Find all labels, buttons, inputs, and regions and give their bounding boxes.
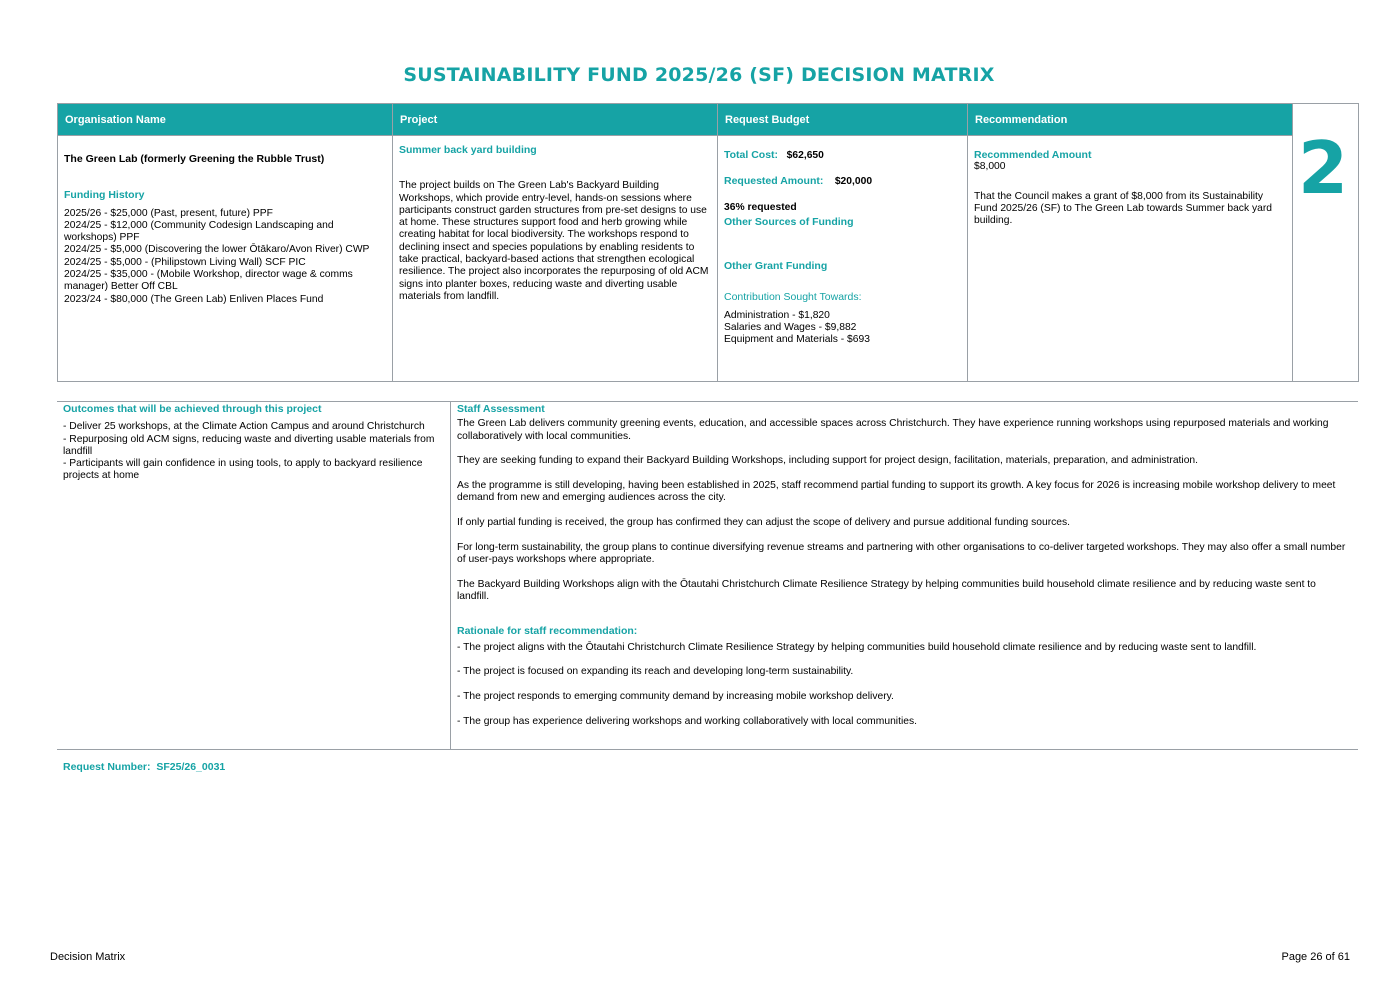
recommendation-text: That the Council makes a grant of $8,000 from its Sustainability Fund 2025/26 (SF) to The Green Lab towards Summer back yard building. (974, 190, 1272, 227)
table-header-row (58, 104, 1359, 136)
assessment-paragraph: If only partial funding is received, the group has confirmed they can adjust the scope of delivery and pursue additional funding sources. (457, 517, 1071, 529)
recommended-amount-label: Recommended Amount (974, 149, 1092, 161)
outcomes-item: - Deliver 25 workshops, at the Climate Action Campus and around Christchurch (63, 421, 425, 433)
other-sources-label: Other Sources of Funding (724, 215, 854, 228)
contribution-label: Contribution Sought Towards: (724, 291, 862, 304)
assessment-paragraph: As the programme is still developing, having been established in 2025, staff recommend partial funding to support its growth. A key focus for 2026 is increasing mobile workshop delivery to meet demand from new and emerging audiences across the city. (457, 480, 1336, 504)
list-item: 2024/25 - $35,000 - (Mobile Workshop, director wage & comms manager) Better Off CBL (64, 269, 353, 293)
assessment-paragraph: The Green Lab delivers community greening events, education, and accessible spaces across Christchurch. They have experience running workshops using repurposed materials and working collaboratively with local communities. (457, 418, 1329, 442)
rationale-item: - The project aligns with the Ōtautahi Christchurch Climate Resilience Strategy by helping communities build household climate resilience and by reducing waste sent to landfill. (457, 641, 1257, 653)
outcomes-item: - Repurposing old ACM signs, reducing waste and diverting usable materials from landfill (63, 433, 435, 457)
list-item: 2023/24 - $80,000 (The Green Lab) Enliven Places Fund (64, 293, 324, 305)
other-grant-label: Other Grant Funding (724, 260, 828, 273)
project-name: Summer back yard building (399, 144, 537, 156)
item-number: 2 (1298, 126, 1349, 210)
staff-assessment-label: Staff Assessment (457, 403, 545, 415)
list-item: 2025/26 - $25,000 (Past, present, future) PPF (64, 207, 273, 219)
recommendation-cell (968, 136, 1293, 382)
funding-history-list (64, 208, 386, 306)
outcomes-panel (57, 402, 451, 749)
assessment-section (57, 401, 1358, 750)
assessment-paragraph: They are seeking funding to expand their Backyard Building Workshops, including support for project design, facilitation, materials, preparation, and administration. (457, 455, 1199, 467)
header-project: Project (393, 104, 718, 136)
header-budget: Request Budget (718, 104, 968, 136)
decision-matrix-table (57, 103, 1359, 382)
header-organisation: Organisation Name (58, 104, 393, 136)
funding-history-label: Funding History (64, 189, 145, 202)
project-cell (393, 136, 718, 382)
header-recommendation: Recommendation (968, 104, 1293, 136)
outcomes-item: - Participants will gain confidence in using tools, to apply to backyard resilience projects at home (63, 458, 423, 482)
request-number-value: SF25/26_0031 (156, 761, 226, 773)
staff-assessment-panel (451, 402, 1356, 749)
request-number (63, 761, 225, 773)
footer-document-title: Decision Matrix (50, 951, 126, 963)
percent-requested: 36% requested (724, 201, 797, 213)
assessment-paragraph: The Backyard Building Workshops align with the Ōtautahi Christchurch Climate Resilience Strategy by helping communities build household climate resilience and by reducing waste sent to landfill. (457, 579, 1316, 603)
requested-amount-value: $20,000 (834, 176, 873, 188)
list-item: 2024/25 - $12,000 (Community Codesign Landscaping and workshops) PPF (64, 219, 334, 244)
list-item: Equipment and Materials - $693 (724, 334, 870, 346)
list-item: 2024/25 - $5,000 - (Philipstown Living Wall) SCF PIC (64, 256, 306, 268)
contribution-list (724, 310, 961, 347)
organisation-name: The Green Lab (formerly Greening the Rubble Trust) (64, 153, 325, 165)
page-title: SUSTAINABILITY FUND 2025/26 (SF) DECISION MATRIX (403, 64, 995, 86)
list-item: 2024/25 - $5,000 (Discovering the lower Ōtākaro/Avon River) CWP (64, 244, 370, 256)
rationale-label: Rationale for staff recommendation: (457, 625, 638, 638)
assessment-paragraph: For long-term sustainability, the group plans to continue diversifying revenue streams and partnering with other organisations to co-deliver targeted workshops. They may also offer a small number of user-pays workshops where appropriate. (457, 542, 1346, 566)
recommended-amount-value: $8,000 (974, 161, 1006, 173)
rationale-item: - The group has experience delivering workshops and working collaboratively with local communities. (457, 715, 917, 727)
list-item: Administration - $1,820 (724, 309, 830, 321)
rationale-item: - The project responds to emerging community demand by increasing mobile workshop delivery. (457, 691, 894, 703)
requested-amount-label: Requested Amount: (724, 175, 824, 188)
total-cost-value: $62,650 (786, 150, 824, 161)
footer-page-number: Page 26 of 61 (1281, 951, 1350, 963)
organisation-cell (58, 136, 393, 382)
total-cost-label: Total Cost: (724, 149, 779, 161)
project-description: The project builds on The Green Lab's Backyard Building Workshops, which provide entry-level, hands-on sessions where participants construct garden structures from pre-set designs to use at home. These structures support food and herb growing while creating habitat for local biodiversity. The workshops respond to declining insect and species populations by enabling residents to take practical, backyard-based actions that strengthen ecological resilience. The project also incorporates the repurposing of old ACM signs into planter boxes, reducing waste and diverting usable materials from landfill. (399, 180, 709, 302)
outcomes-label: Outcomes that will be achieved through this project (63, 403, 322, 415)
budget-cell (718, 136, 968, 382)
list-item: Salaries and Wages - $9,882 (724, 322, 857, 334)
table-row (58, 136, 1359, 382)
request-number-label: Request Number: (63, 761, 151, 773)
rationale-item: - The project is focused on expanding its reach and developing long-term sustainability. (457, 666, 854, 678)
